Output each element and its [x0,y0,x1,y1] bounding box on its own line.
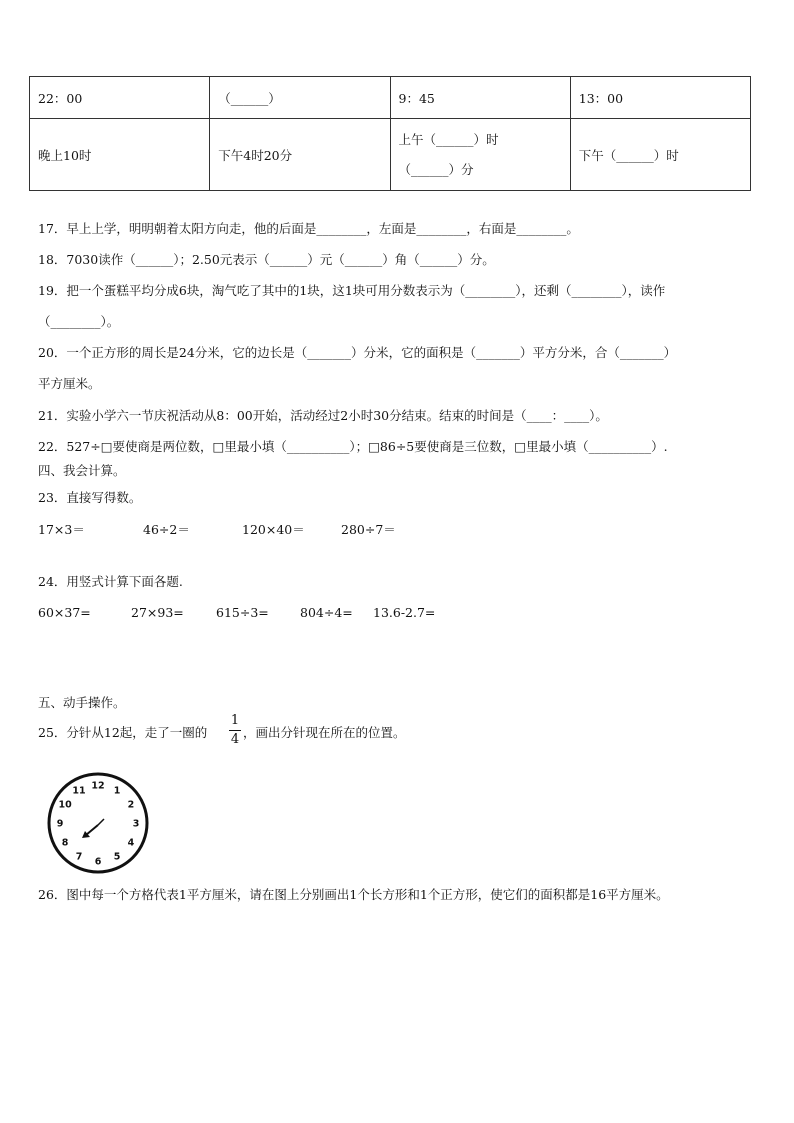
question-17: 17．早上上学，明明朝着太阳方向走，他的后面是________，左面是________，右面是________。 [38,221,579,236]
clock-numeral: 4 [127,837,135,849]
clock-numeral: 2 [127,799,135,811]
section-four-heading: 四、我会计算。 [38,463,126,478]
question-19-line1: 19．把一个蛋糕平均分成6块，淘气吃了其中的1块，这1块可用分数表示为（________），还剩（________），读作 [38,283,666,298]
clock-numeral: 9 [56,818,64,830]
question-22: 22．527÷□要使商是两位数，□里最小填（__________）；□86÷5要使商是三位数，□里最小填（__________）. [38,439,668,454]
table-cell: （______） [210,77,390,119]
table-row [30,77,751,119]
table-cell: 22：00 [30,77,210,119]
clock-face-icon [46,771,150,875]
calc-item: 46÷2＝ [143,522,190,537]
clock-numeral: 10 [58,799,72,811]
clock-numeral: 11 [72,785,86,797]
clock-numeral: 5 [113,851,121,863]
calc-item: 804÷4= [300,605,353,620]
calc-item: 17×3＝ [38,522,85,537]
question-24-title: 24．用竖式计算下面各题. [38,574,183,589]
question-20-line2: 平方厘米。 [38,376,101,391]
time-conversion-table [29,76,751,191]
calc-item: 27×93= [131,605,184,620]
clock-numeral: 12 [91,780,105,792]
table-cell: 9：45 [390,77,570,119]
question-19-line2: （________）。 [38,314,120,329]
clock-hand-stub [98,819,104,825]
table-cell-line: 上午（______）时 [398,131,499,147]
fraction-bar [229,730,241,731]
fraction-one-quarter [229,713,241,748]
table-cell: 下午4时20分 [210,119,390,191]
clock-numeral: 7 [75,851,83,863]
table-cell: 下午（______）时 [570,119,750,191]
table-cell-line: （______）分 [398,161,474,177]
calc-item: 615÷3= [216,605,269,620]
table-cell: 13：00 [570,77,750,119]
question-25-text-after: ，画出分针现在所在的位置。 [243,725,406,740]
clock-numeral: 6 [94,856,102,868]
clock-numeral: 8 [61,837,69,849]
question-18: 18．7030读作（______）；2.50元表示（______）元（______）角（______）分。 [38,252,495,267]
table-cell: 晚上10时 [30,119,210,191]
section-five-heading: 五、动手操作。 [38,695,126,710]
fraction-numerator: 1 [230,713,240,728]
question-23-title: 23．直接写得数。 [38,490,142,505]
question-21: 21．实验小学六一节庆祝活动从8：00开始，活动经过2小时30分结束。结束的时间是（____：____）。 [38,408,608,423]
question-20-line1: 20．一个正方形的周长是24分米，它的边长是（_______）分米，它的面积是（_______）平方分米，合（_______） [38,345,677,360]
calc-item: 280÷7＝ [341,522,396,537]
question-26: 26．图中每一个方格代表1平方厘米，请在图上分别画出1个长方形和1个正方形，使它们的面积都是16平方厘米。 [38,887,669,902]
question-25-text-before: 25．分针从12起，走了一圈的 [38,725,208,740]
clock-hand [86,825,98,835]
table-cell [390,119,570,191]
calc-item: 13.6-2.7= [373,605,436,620]
clock-numeral: 3 [132,818,140,830]
table-row [30,119,751,191]
calc-item: 60×37= [38,605,91,620]
fraction-denominator: 4 [230,732,240,747]
calc-item: 120×40＝ [242,522,305,537]
clock-numeral: 1 [113,785,121,797]
